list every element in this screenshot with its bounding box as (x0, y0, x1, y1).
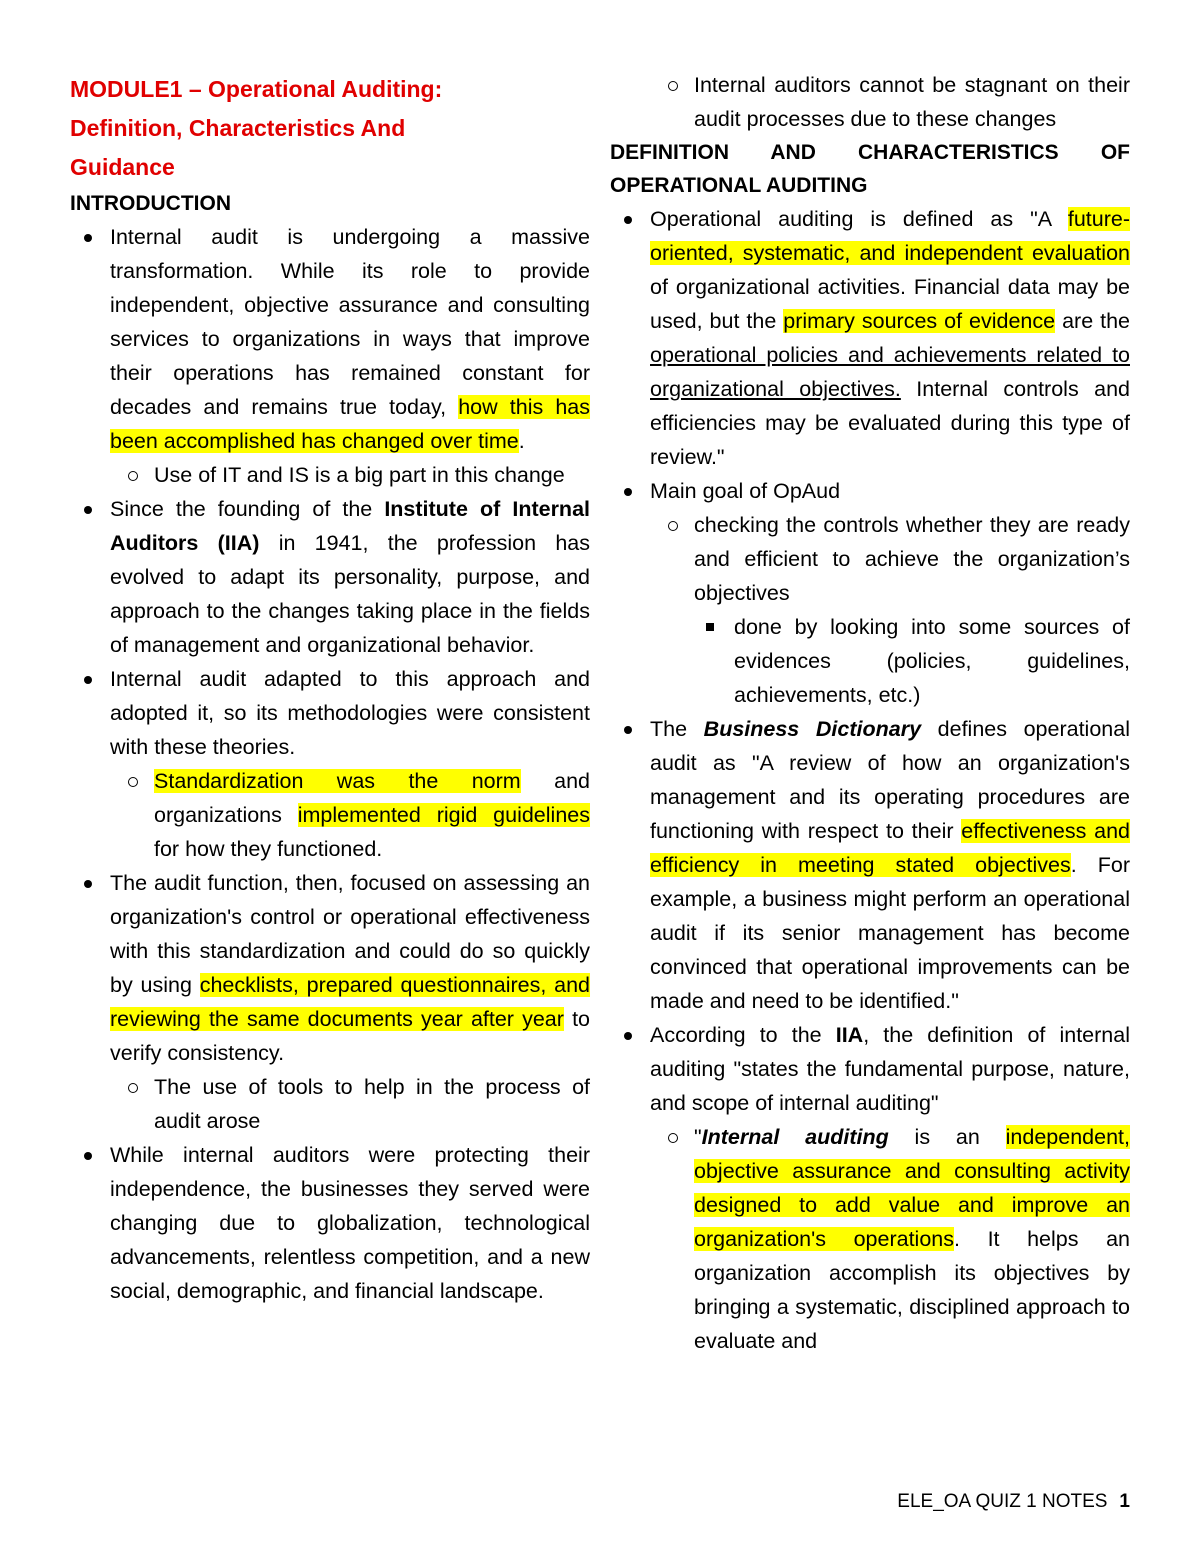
hollow-bullet-icon (128, 471, 138, 481)
bullet-icon (84, 234, 92, 242)
footer-label: ELE_OA QUIZ 1 NOTES (897, 1491, 1108, 1512)
list-item: checking the controls whether they are ready and efficient to achieve the organization’s objectives (610, 508, 1130, 610)
bullet-icon (84, 1152, 92, 1160)
list-item: done by looking into some sources of evidences (policies, guidelines, achievements, etc.) (610, 610, 1130, 712)
definition-list (610, 202, 1130, 1358)
bullet-icon (84, 506, 92, 514)
left-column (70, 70, 590, 1308)
module-title: MODULE1 – Operational Auditing: Definition, Characteristics And Guidance (70, 76, 443, 180)
list-item: Internal auditors cannot be stagnant on their audit processes due to these changes (610, 68, 1130, 136)
bullet-icon (84, 880, 92, 888)
list-item: "Internal auditing is an independent, objective assurance and consulting activity designed to add value and improve an organization's operations. It helps an organization accomplish its objectives by bringing a systematic, disciplined approach to evaluate and (610, 1120, 1130, 1358)
hollow-bullet-icon (128, 777, 138, 787)
list-item: Use of IT and IS is a big part in this change (70, 458, 590, 492)
definition-heading: DEFINITION AND CHARACTERISTICS OF (610, 141, 1130, 164)
hollow-bullet-icon (668, 1133, 678, 1143)
list-item: The Business Dictionary defines operational audit as "A review of how an organization's management and its operating procedures are functioning with respect to their effectiveness and efficiency in meeting stated objectives. For example, a business might perform an operational audit if its senior management has become convinced that operational improvements can be made and need to be identified." (610, 712, 1130, 1018)
list-item: The audit function, then, focused on assessing an organization's control or operational effectiveness with this standardization and could do so quickly by using checklists, prepared questionnaires, and reviewing the same documents year after year to verify consistency. (70, 866, 590, 1070)
bullet-icon (624, 488, 632, 496)
list-item: Standardization was the norm and organizations implemented rigid guidelines for how they functioned. (70, 764, 590, 866)
bullet-icon (84, 676, 92, 684)
hollow-bullet-icon (128, 1083, 138, 1093)
hollow-bullet-icon (668, 521, 678, 531)
bullet-icon (624, 1032, 632, 1040)
page-footer (897, 1491, 1130, 1513)
list-item: Main goal of OpAud (610, 474, 1130, 508)
right-column (610, 68, 1130, 1358)
hollow-bullet-icon (668, 81, 678, 91)
introduction-list (70, 220, 590, 1308)
definition-heading-line2: OPERATIONAL AUDITING (610, 174, 868, 197)
list-item: The use of tools to help in the process of audit arose (70, 1070, 590, 1138)
list-item: According to the IIA, the definition of internal auditing "states the fundamental purpose, nature, and scope of internal auditing" (610, 1018, 1130, 1120)
list-item: Since the founding of the Institute of Internal Auditors (IIA) in 1941, the profession has evolved to adapt its personality, purpose, and approach to the changes taking place in the fields of management and organizational behavior. (70, 492, 590, 662)
list-item: Internal audit adapted to this approach and adopted it, so its methodologies were consistent with these theories. (70, 662, 590, 764)
list-item: Internal audit is undergoing a massive transformation. While its role to provide independent, objective assurance and consulting services to organizations in ways that improve their operations has remained constant for decades and remains true today, how this has been accomplished has changed over time. (70, 220, 590, 458)
list-item: Operational auditing is defined as "A future-oriented, systematic, and independent evaluation of organizational activities. Financial data may be used, but the primary sources of evidence are the operational policies and achievements related to organizational objectives. Internal controls and efficiencies may be evaluated during this type of review." (610, 202, 1130, 474)
list-item: While internal auditors were protecting their independence, the businesses they served were changing due to globalization, technological advancements, relentless competition, and a new social, demographic, and financial landscape. (70, 1138, 590, 1308)
introduction-heading: INTRODUCTION (70, 192, 231, 215)
continued-list (610, 68, 1130, 136)
square-bullet-icon (706, 623, 714, 631)
page-number: 1 (1119, 1491, 1130, 1512)
bullet-icon (624, 216, 632, 224)
bullet-icon (624, 726, 632, 734)
